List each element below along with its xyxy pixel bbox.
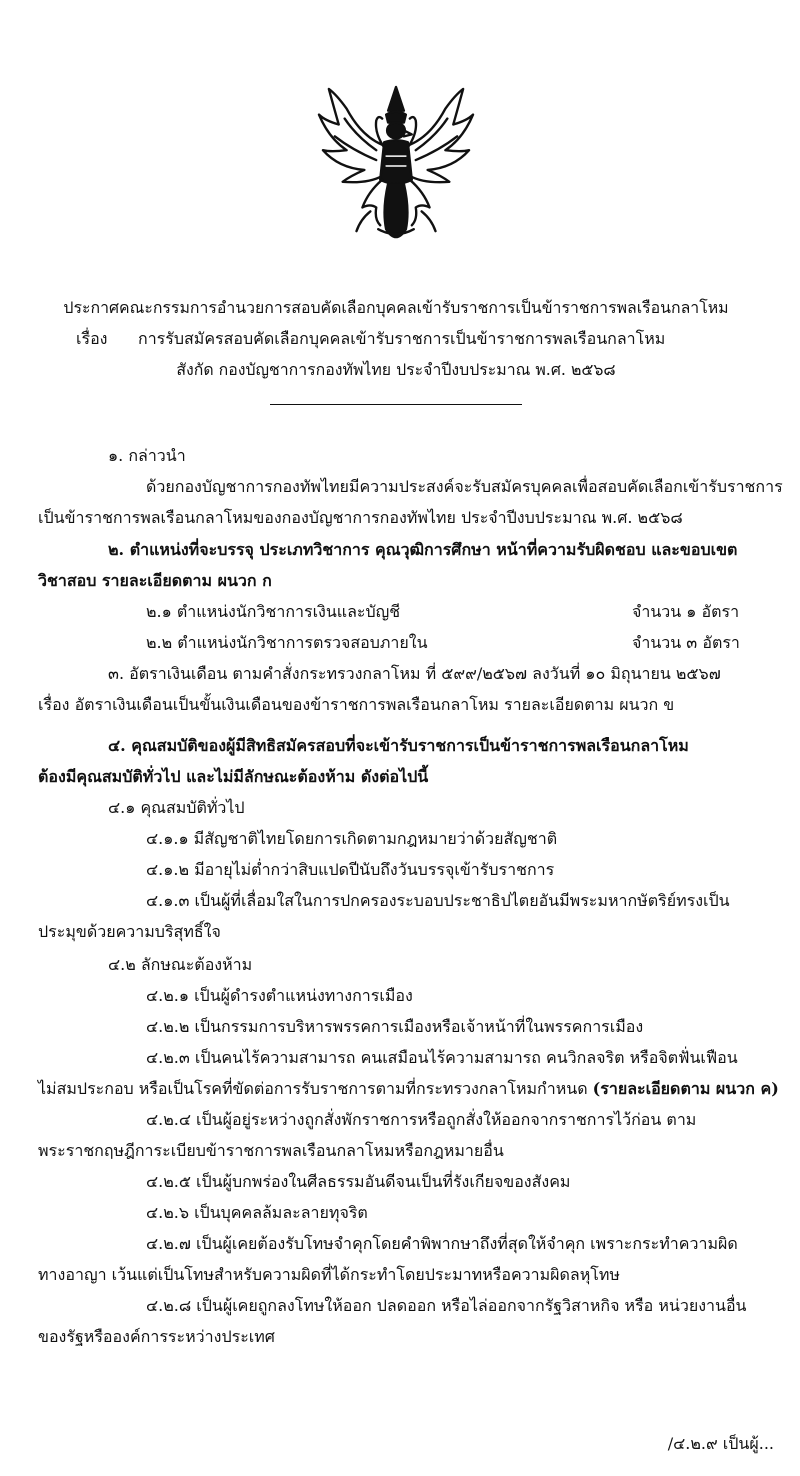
subject-text: การรับสมัครสอบคัดเลือกบุคคลเข้ารับราชการเป็นข้าราชการพลเรือนกลาโหม — [138, 329, 666, 348]
item-4-1-2: ๔.๑.๒ มีอายุไม่ต่ำกว่าสิบแปดปีนับถึงวันบรรจุเข้ารับราชการ — [146, 860, 555, 879]
annex-c-reference: (รายละเอียดตาม ผนวก ค) — [592, 1079, 779, 1098]
header-divider — [270, 404, 522, 405]
item-4-2-5: ๔.๒.๕ เป็นผู้บกพร่องในศีลธรรมอันดีจนเป็นที่รังเกียจของสังคม — [146, 1172, 571, 1191]
section-1-paragraph-line-1: ด้วยกองบัญชาการกองทัพไทยมีความประสงค์จะรับสมัครบุคคลเพื่อสอบคัดเลือกเข้ารับราชการ — [146, 477, 783, 496]
item-4-2-4-line-1: ๔.๒.๔ เป็นผู้อยู่ระหว่างถูกสั่งพักราชการหรือถูกสั่งให้ออกจากราชการไว้ก่อน ตาม — [146, 1110, 697, 1129]
item-4-2-3-line-2-text: ไม่สมประกอบ หรือเป็นโรคที่ขัดต่อการรับราชการตามที่กระทรวงกลาโหมกำหนด — [38, 1079, 588, 1098]
item-4-1-1: ๔.๑.๑ มีสัญชาติไทยโดยการเกิดตามกฎหมายว่าด้วยสัญชาติ — [146, 829, 558, 848]
section-2-heading-line-2: วิชาสอบ รายละเอียดตาม ผนวก ก — [38, 571, 272, 590]
section-1-paragraph-line-2: เป็นข้าราชการพลเรือนกลาโหมของกองบัญชาการกองทัพไทย ประจำปีงบประมาณ พ.ศ. ๒๕๖๘ — [38, 508, 683, 527]
section-4-1-heading: ๔.๑ คุณสมบัติทั่วไป — [108, 798, 245, 817]
continuation-marker: /๔.๒.๙ เป็นผู้... — [667, 1434, 774, 1453]
item-4-2-1: ๔.๒.๑ เป็นผู้ดำรงตำแหน่งทางการเมือง — [146, 986, 413, 1005]
position-2-1: ๒.๑ ตำแหน่งนักวิชาการเงินและบัญชี — [146, 602, 401, 621]
item-4-2-7-line-1: ๔.๒.๗ เป็นผู้เคยต้องรับโทษจำคุกโดยคำพิพากษาถึงที่สุดให้จำคุก เพราะกระทำความผิด — [146, 1234, 738, 1253]
item-4-2-2: ๔.๒.๒ เป็นกรรมการบริหารพรรคการเมืองหรือเจ้าหน้าที่ในพรรคการเมือง — [146, 1017, 644, 1036]
position-2-1-count: จำนวน ๑ อัตรา — [632, 602, 740, 621]
item-4-2-8-line-1: ๔.๒.๘ เป็นผู้เคยถูกลงโทษให้ออก ปลดออก หรือไล่ออกจากรัฐวิสาหกิจ หรือ หน่วยงานอื่น — [146, 1296, 747, 1315]
section-1-heading: ๑. กล่าวนำ — [108, 446, 186, 465]
position-2-2: ๒.๒ ตำแหน่งนักวิชาการตรวจสอบภายใน — [146, 633, 428, 652]
item-4-1-3-line-2: ประมุขด้วยความบริสุทธิ์ใจ — [38, 922, 221, 941]
item-4-2-8-line-2: ของรัฐหรือองค์การระหว่างประเทศ — [38, 1327, 275, 1346]
item-4-2-6: ๔.๒.๖ เป็นบุคคลล้มละลายทุจริต — [146, 1203, 368, 1222]
section-4-2-heading: ๔.๒ ลักษณะต้องห้าม — [108, 955, 253, 974]
item-4-2-7-line-2: ทางอาญา เว้นแต่เป็นโทษสำหรับความผิดที่ได้กระทำโดยประมาทหรือความผิดลหุโทษ — [38, 1265, 620, 1284]
section-2-heading-line-1: ๒. ตำแหน่งที่จะบรรจุ ประเภทวิชาการ คุณวุฒิการศึกษา หน้าที่ความรับผิดชอบ และขอบเขต — [108, 540, 738, 559]
item-4-2-3-line-1: ๔.๒.๓ เป็นคนไร้ความสามารถ คนเสมือนไร้ความสามารถ คนวิกลจริต หรือจิตฟั่นเฟือน — [146, 1048, 738, 1067]
subject-label: เรื่อง — [76, 329, 108, 348]
section-4-heading-line-2: ต้องมีคุณสมบัติทั่วไป และไม่มีลักษณะต้องห้าม ดังต่อไปนี้ — [38, 767, 429, 786]
subject-line — [76, 327, 665, 352]
affiliation-line: สังกัด กองบัญชาการกองทัพไทย ประจำปีงบประมาณ พ.ศ. ๒๕๖๘ — [176, 360, 616, 379]
item-4-1-3-line-1: ๔.๑.๓ เป็นผู้ที่เลื่อมใสในการปกครองระบอบประชาธิปไตยอันมีพระมหากษัตริย์ทรงเป็น — [146, 891, 730, 910]
announcement-title: ประกาศคณะกรรมการอำนวยการสอบคัดเลือกบุคคลเข้ารับราชการเป็นข้าราชการพลเรือนกลาโหม — [63, 298, 729, 317]
section-3-line-1: ๓. อัตราเงินเดือน ตามคำสั่งกระทรวงกลาโหม ที่ ๕๙๙/๒๕๖๗ ลงวันที่ ๑๐ มิถุนายน ๒๕๖๗ — [108, 664, 721, 683]
section-4-heading-line-1: ๔. คุณสมบัติของผู้มีสิทธิสมัครสอบที่จะเข้ารับราชการเป็นข้าราชการพลเรือนกลาโหม — [108, 736, 689, 755]
section-3-line-2: เรื่อง อัตราเงินเดือนเป็นขั้นเงินเดือนของข้าราชการพลเรือนกลาโหม รายละเอียดตาม ผนวก ข — [38, 695, 675, 714]
item-4-2-3-line-2 — [38, 1079, 779, 1099]
garuda-emblem — [317, 80, 475, 250]
item-4-2-4-line-2: พระราชกฤษฎีการะเบียบข้าราชการพลเรือนกลาโหมหรือกฎหมายอื่น — [38, 1141, 504, 1160]
position-2-2-count: จำนวน ๓ อัตรา — [632, 633, 740, 652]
